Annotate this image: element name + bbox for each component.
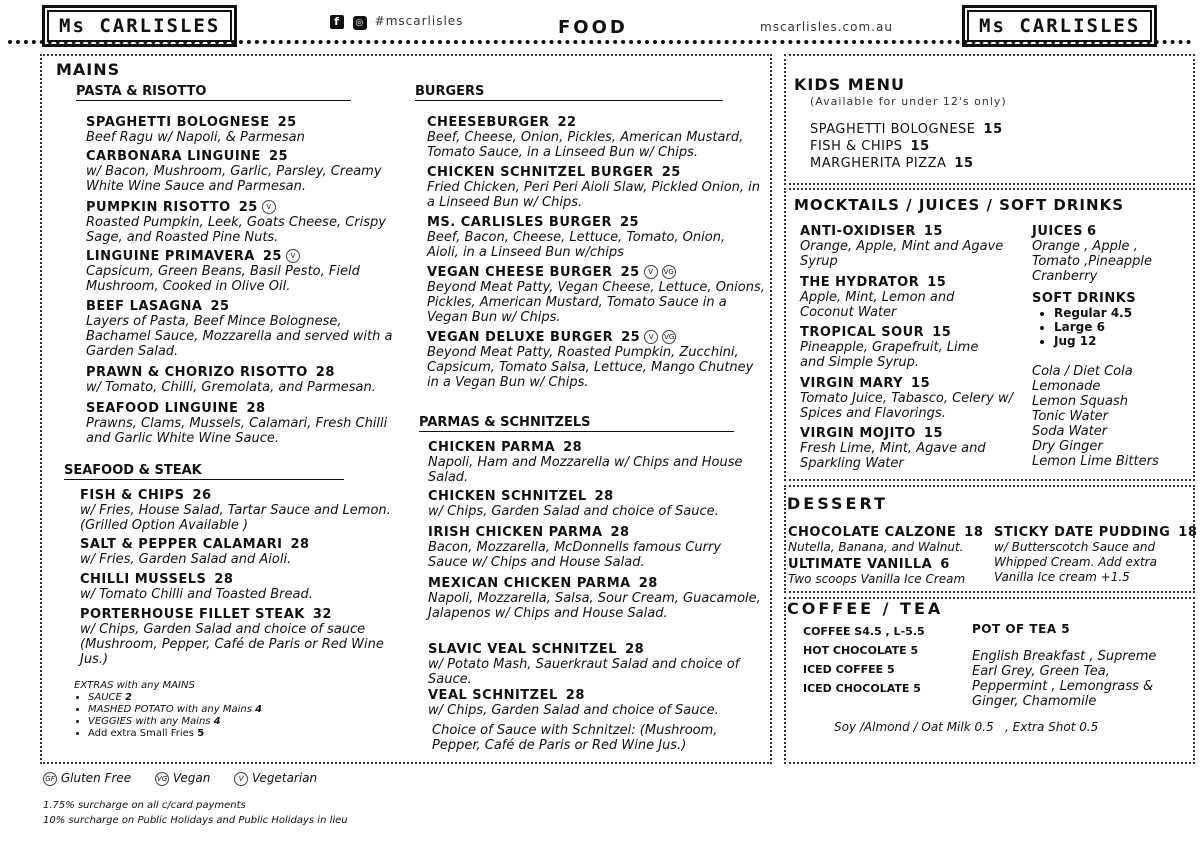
- mocktail-item: TROPICAL SOUR 15 Pineapple, Grapefruit, Lime and Simple Syrup.: [800, 325, 979, 370]
- parmas-subtitle: PARMAS & SCHNITZELS: [419, 415, 734, 432]
- menu-item: MEXICAN CHICKEN PARMA 28 Napoli, Mozzarella, Salsa, Sour Cream, Guacamole, Jalapenos w/ Chips and House Salad.: [428, 576, 761, 621]
- extras-item: • VEGGIES with any Mains 4: [88, 716, 262, 728]
- sauce-note: Choice of Sauce with Schnitzel: (Mushroom, Pepper, Café de Paris or Red Wine Jus.): [432, 723, 718, 753]
- menu-item: VEAL SCHNITZEL 28 w/ Chips, Garden Salad and choice of Sauce.: [428, 688, 719, 718]
- kids-subtitle: (Available for under 12's only): [810, 95, 1007, 108]
- logo-text: Ms CARLISLES: [47, 10, 232, 42]
- vegan-badge: VG: [662, 265, 676, 279]
- kids-item: FISH & CHIPS 15: [810, 139, 930, 154]
- mains-title: MAINS: [56, 60, 121, 79]
- dietary-legend: [43, 771, 317, 786]
- tea-desc: English Breakfast , Supreme Earl Grey, Green Tea, Peppermint , Lemongrass & Ginger, Chamomile: [972, 649, 1157, 709]
- seafood-subtitle: SEAFOOD & STEAK: [64, 463, 344, 480]
- size-item: • Regular 4.5: [1054, 306, 1182, 320]
- surcharge-holiday: 10% surcharge on Public Holidays and Public Holidays in lieu: [43, 815, 348, 826]
- coffee-list: [803, 622, 925, 698]
- vegetarian-badge: V: [286, 249, 300, 263]
- juices-item: JUICES 6 Orange , Apple , Tomato ,Pineapple Cranberry: [1032, 224, 1153, 284]
- coffee-item: ICED COFFEE 5: [803, 663, 895, 676]
- soft-drinks-title: SOFT DRINKS: [1032, 291, 1137, 306]
- menu-item: LINGUINE PRIMAVERA 25 V Capsicum, Green Beans, Basil Pesto, Field Mushroom, Cooked in Olive Oil.: [86, 249, 360, 294]
- logo-text: Ms CARLISLES: [967, 10, 1152, 42]
- extras-item: • Add extra Small Fries 5: [88, 728, 262, 740]
- menu-item: SPAGHETTI BOLOGNESE 25 Beef Ragu w/ Napoli, & Parmesan: [86, 115, 305, 145]
- menu-item: PUMPKIN RISOTTO 25 V Roasted Pumpkin, Leek, Goats Cheese, Crispy Sage, and Roasted Pine Nuts.: [86, 200, 386, 245]
- drinks-title: MOCKTAILS / JUICES / SOFT DRINKS: [794, 196, 1124, 214]
- burgers-subtitle: BURGERS: [415, 84, 723, 101]
- kids-title: KIDS MENU: [794, 75, 905, 94]
- social-handle[interactable]: #mscarlisles: [374, 14, 464, 28]
- legend-vg: Vegan: [172, 771, 211, 785]
- facebook-icon[interactable]: f: [330, 15, 344, 29]
- mocktail-item: VIRGIN MOJITO 15 Fresh Lime, Mint, Agave and Sparkling Water: [800, 426, 986, 471]
- vegetarian-badge: V: [644, 330, 658, 344]
- legend-gf: Gluten Free: [60, 771, 132, 785]
- menu-item: PRAWN & CHORIZO RISOTTO 28 w/ Tomato, Chilli, Gremolata, and Parmesan.: [86, 365, 376, 395]
- instagram-icon[interactable]: ◎: [353, 16, 367, 30]
- extras-item: • MASHED POTATO with any Mains 4: [88, 704, 262, 716]
- website-link[interactable]: mscarlisles.com.au: [760, 20, 893, 34]
- extras-list: [74, 680, 262, 740]
- menu-item: CHICKEN SCHNITZEL BURGER 25 Fried Chicken, Peri Peri Aioli Slaw, Pickled Onion, in a Linseed Bun w/ Chips.: [427, 165, 760, 210]
- menu-item: IRISH CHICKEN PARMA 28 Bacon, Mozzarella, McDonnells famous Curry Sauce w/ Chips and House Salad.: [428, 525, 722, 570]
- extras-title: EXTRAS with any MAINS: [74, 680, 195, 691]
- coffee-item: HOT CHOCOLATE 5: [803, 644, 919, 657]
- vegetarian-badge: V: [644, 265, 658, 279]
- menu-item: SALT & PEPPER CALAMARI 28 w/ Fries, Garden Salad and Aioli.: [80, 537, 310, 567]
- kids-list: [810, 121, 1003, 172]
- kids-item: SPAGHETTI BOLOGNESE 15: [810, 122, 1003, 137]
- menu-item: SEAFOOD LINGUINE 28 Prawns, Clams, Mussels, Calamari, Fresh Chilli and Garlic White Wine Sauce.: [86, 401, 388, 446]
- menu-item: CHEESEBURGER 22 Beef, Cheese, Onion, Pickles, American Mustard, Tomato Sauce, in a Linseed Bun w/ Chips.: [427, 115, 744, 160]
- coffee-title: COFFEE / TEA: [787, 599, 944, 618]
- dessert-item: CHOCOLATE CALZONE 18 Nutella, Banana, and Walnut.: [788, 525, 984, 554]
- menu-item: CHILLI MUSSELS 28 w/ Tomato Chilli and Toasted Bread.: [80, 572, 313, 602]
- size-item: • Jug 12: [1054, 334, 1182, 348]
- vegetarian-icon: V: [234, 772, 248, 786]
- social-links: [330, 14, 463, 30]
- footer-notes: [43, 798, 348, 828]
- dessert-item: ULTIMATE VANILLA 6 Two scoops Vanilla Ice Cream: [788, 557, 966, 586]
- pasta-subtitle: PASTA & RISOTTO: [76, 84, 351, 101]
- menu-item: PORTERHOUSE FILLET STEAK 32 w/ Chips, Garden Salad and choice of sauce (Mushroom, Pepper, Café de Paris or Red Wine Jus.): [80, 607, 384, 667]
- menu-item: VEGAN CHEESE BURGER 25 V VG Beyond Meat Patty, Vegan Cheese, Lettuce, Onions, Pickles, American Mustard, Tomato Sauce in a Vegan Bun w/ Chips.: [427, 265, 765, 325]
- header-divider: [8, 40, 1192, 44]
- menu-item: CHICKEN PARMA 28 Napoli, Ham and Mozzarella w/ Chips and House Salad.: [428, 440, 743, 485]
- soft-drinks-list: Cola / Diet Cola Lemonade Lemon Squash Tonic Water Soda Water Dry Ginger Lemon Lime Bitters: [1032, 364, 1159, 469]
- soft-drinks: [1032, 291, 1182, 469]
- tea-title: POT OF TEA 5: [972, 622, 1071, 636]
- vegetarian-badge: V: [262, 200, 276, 214]
- legend-v: Vegetarian: [251, 771, 318, 785]
- page-title: FOOD: [558, 17, 628, 38]
- menu-item: VEGAN DELUXE BURGER 25 V VG Beyond Meat Patty, Roasted Pumpkin, Zucchini, Capsicum, Tomato Salsa, Lettuce, Mango Chutney in a Vegan Bun w/ Chips.: [427, 330, 754, 390]
- menu-item: MS. CARLISLES BURGER 25 Beef, Bacon, Cheese, Lettuce, Tomato, Onion, Aioli, in a Linseed Bun w/chips: [427, 215, 726, 260]
- gluten-free-icon: GF: [43, 772, 57, 786]
- dessert-title: DESSERT: [787, 494, 888, 513]
- coffee-item: COFFEE S4.5 , L-5.5: [803, 625, 925, 638]
- menu-item: BEEF LASAGNA 25 Layers of Pasta, Beef Mince Bolognese, Bachamel Sauce, Mozzarella and served with a Garden Salad.: [86, 299, 393, 359]
- menu-item: CHICKEN SCHNITZEL 28 w/ Chips, Garden Salad and choice of Sauce.: [428, 489, 719, 519]
- mocktail-item: THE HYDRATOR 15 Apple, Mint, Lemon and Coconut Water: [800, 275, 955, 320]
- milk-note: Soy /Almond / Oat Milk 0.5 , Extra Shot 0.5: [834, 720, 1099, 734]
- extras-item: • SAUCE 2: [88, 692, 262, 704]
- menu-item: FISH & CHIPS 26 w/ Fries, House Salad, Tartar Sauce and Lemon. (Grilled Option Available ): [80, 488, 391, 533]
- kids-item: MARGHERITA PIZZA 15: [810, 156, 974, 171]
- coffee-item: ICED CHOCOLATE 5: [803, 682, 921, 695]
- vegan-icon: VG: [155, 772, 169, 786]
- mocktail-item: ANTI-OXIDISER 15 Orange, Apple, Mint and Agave Syrup: [800, 224, 1004, 269]
- surcharge-card: 1.75% surcharge on all c/card payments: [43, 800, 246, 811]
- size-item: • Large 6: [1054, 320, 1182, 334]
- vegan-badge: VG: [662, 330, 676, 344]
- menu-item: CARBONARA LINGUINE 25 w/ Bacon, Mushroom, Garlic, Parsley, Creamy White Wine Sauce and Parmesan.: [86, 149, 382, 194]
- mocktail-item: VIRGIN MARY 15 Tomato Juice, Tabasco, Celery w/ Spices and Flavorings.: [800, 376, 1013, 421]
- menu-item: SLAVIC VEAL SCHNITZEL 28 w/ Potato Mash, Sauerkraut Salad and choice of Sauce.: [428, 642, 740, 687]
- dessert-item: STICKY DATE PUDDING 18 w/ Butterscotch Sauce and Whipped Cream. Add extra Vanilla Ice cream +1.5: [994, 525, 1198, 584]
